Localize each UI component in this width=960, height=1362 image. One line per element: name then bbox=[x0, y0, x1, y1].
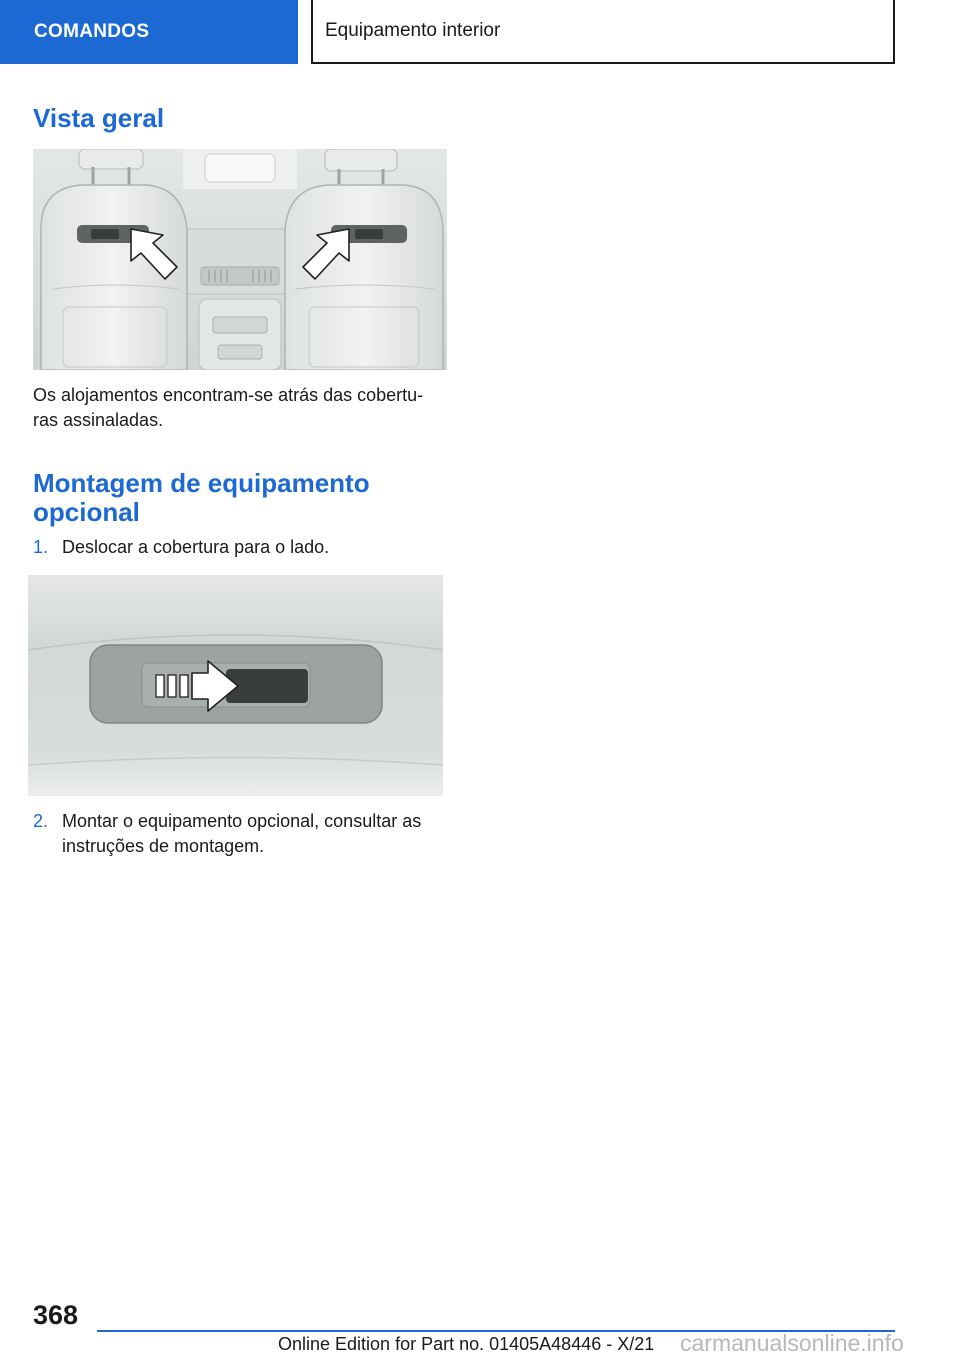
overview-caption: Os alojamentos encontram-se atrás das cobertu-ras assinaladas. bbox=[33, 385, 424, 430]
page-number: 368 bbox=[33, 1300, 79, 1330]
step-number: 2. bbox=[33, 811, 49, 831]
chapter-header bbox=[311, 0, 895, 64]
step-number: 1. bbox=[33, 537, 49, 557]
chapter-title: Equipamento interior bbox=[325, 20, 501, 41]
watermark: carmanualsonline.info bbox=[680, 1330, 904, 1356]
section-title: COMANDOS bbox=[34, 21, 150, 42]
step-text: Montar o equipamento opcional, consultar as instruções de montagem. bbox=[62, 811, 422, 856]
section-tab bbox=[0, 0, 298, 64]
edition-info: Online Edition for Part no. 01405A48446 - X/21 bbox=[278, 1334, 655, 1354]
overview-heading: Vista geral bbox=[33, 103, 165, 133]
step-text: Deslocar a cobertura para o lado. bbox=[62, 537, 330, 557]
seat-backs-illustration bbox=[33, 149, 447, 370]
mounting-heading: Montagem de equipamento opcional bbox=[33, 468, 370, 527]
cover-slide-illustration bbox=[28, 575, 443, 796]
step-1 bbox=[33, 535, 447, 560]
step-2 bbox=[33, 809, 447, 859]
